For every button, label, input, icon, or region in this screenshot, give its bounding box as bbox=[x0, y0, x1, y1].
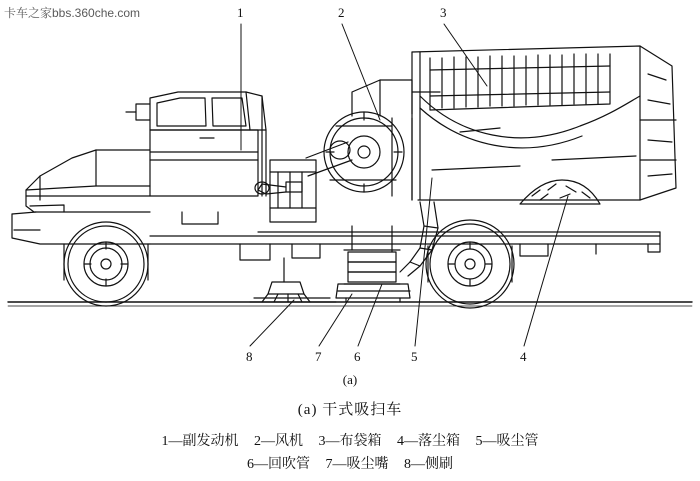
side-brush bbox=[250, 258, 336, 302]
truck-cab bbox=[12, 92, 266, 244]
return-blow-tube bbox=[344, 226, 400, 284]
legend-item-3: 3—布袋箱 bbox=[318, 434, 382, 449]
legend-item-6: 6—回吹管 bbox=[247, 457, 310, 473]
callout-3: 3 bbox=[440, 5, 447, 20]
figure-sublabel: (a) bbox=[342, 372, 358, 387]
rear-wheel bbox=[426, 220, 514, 308]
legend-item-8: 8—侧刷 bbox=[404, 457, 453, 473]
legend-item-5: 5—吸尘管 bbox=[475, 434, 539, 449]
callout-7: 7 bbox=[315, 349, 322, 364]
callout-4: 4 bbox=[520, 349, 527, 364]
dust-body bbox=[412, 46, 676, 204]
callout-5: 5 bbox=[411, 349, 418, 364]
suction-tube bbox=[400, 202, 438, 276]
front-wheel bbox=[64, 222, 148, 306]
callout-8: 8 bbox=[246, 349, 253, 364]
figure-caption: (a) 干式吸扫车 bbox=[297, 402, 403, 418]
callout-6: 6 bbox=[354, 349, 361, 364]
watermark-text: 卡车之家bbs.360che.com bbox=[4, 6, 141, 20]
legend-item-4: 4—落尘箱 bbox=[397, 434, 460, 449]
figure-legend bbox=[0, 430, 700, 476]
callout-1: 1 bbox=[237, 5, 244, 20]
auxiliary-engine bbox=[255, 160, 316, 222]
legend-item-2: 2—风机 bbox=[254, 434, 303, 449]
legend-item-7: 7—吸尘嘴 bbox=[325, 457, 389, 473]
legend-line-1 bbox=[0, 430, 700, 453]
chassis-frame bbox=[150, 232, 660, 260]
legend-line-2 bbox=[0, 453, 700, 476]
suction-nozzle bbox=[336, 284, 410, 302]
legend-item-1: 1—副发动机 bbox=[161, 434, 239, 449]
callout-2: 2 bbox=[338, 5, 345, 20]
